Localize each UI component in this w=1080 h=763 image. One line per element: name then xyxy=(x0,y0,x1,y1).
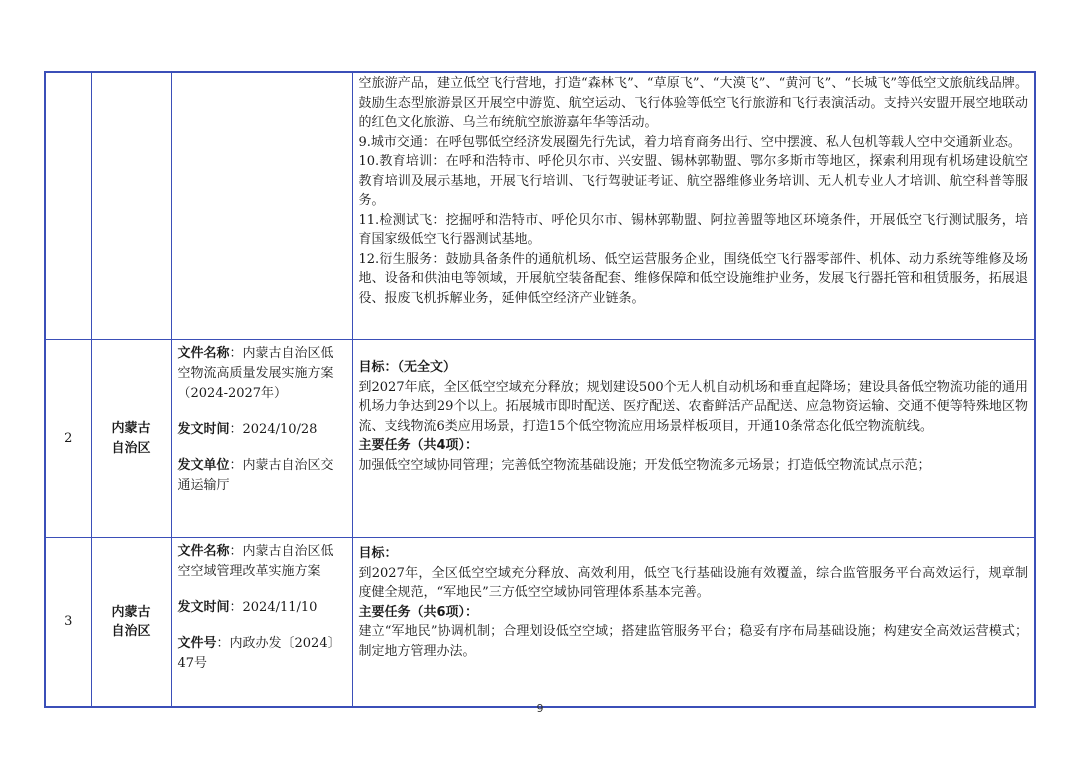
row-index: 2 xyxy=(45,340,91,538)
meta-file-name xyxy=(178,344,346,404)
meta-value: ：内蒙古自治区交通运输厅 xyxy=(177,458,334,493)
meta-label: 发文时间 xyxy=(177,600,230,615)
row-meta xyxy=(171,72,352,340)
page-number: 9 xyxy=(536,702,544,715)
task-heading: 主要任务（共4项）： xyxy=(358,438,479,453)
meta-value: ：内政办发〔2024〕47号 xyxy=(177,636,341,671)
meta-value: ：2024/10/28 xyxy=(229,422,318,437)
meta-label: 文件名称 xyxy=(177,544,230,559)
meta-issuer xyxy=(178,456,346,496)
meta-issue-date xyxy=(178,598,346,618)
meta-doc-number xyxy=(178,634,346,674)
content-paragraph: 空旅游产品，建立低空飞行营地，打造“森林飞”、“草原飞”、“大漠飞”、“黄河飞”、“长城飞”等低空文旅航线品牌。鼓励生态型旅游景区开展空中游览、航空运动、飞行体验等低空飞行旅游和飞行表演活动。支持兴安盟开展空地联动的红色文化旅游、乌兰布统航空旅游嘉年华等活动。 xyxy=(358,76,1028,130)
content-paragraph: 11.检测试飞：挖掘呼和浩特市、呼伦贝尔市、锡林郭勒盟、阿拉善盟等地区环境条件，开展低空飞行测试服务，培育国家级低空飞行器测试基地。 xyxy=(358,212,1028,247)
goal-text: 到2027年底，全区低空空域充分释放；规划建设500个无人机自动机场和垂直起降场；建设具备低空物流功能的通用机场力争达到29个以上。拓展城市即时配送、医疗配送、农畜鲜活产品配送、应急物资运输、交通不便等特殊地区物流、支线物流6类应用场景，打造15个低空物流应用场景样板项目，开通10条常态化低空物流航线。 xyxy=(358,379,1028,434)
content-paragraph: 10.教育培训：在呼和浩特市、呼伦贝尔市、兴安盟、锡林郭勒盟、鄂尔多斯市等地区，探索利用现有机场建设航空教育培训及展示基地，开展飞行培训、飞行驾驶证考证、航空器维修业务培训、无人机专业人才培训、航空科普等服务。 xyxy=(358,154,1028,208)
policy-table xyxy=(44,71,1036,708)
task-text: 建立“军地民”协调机制；合理划设低空空域；搭建监管服务平台；稳妥有序布局基础设施；构建安全高效运营模式；制定地方管理办法。 xyxy=(358,624,1028,659)
goal-heading: 目标：（无全文） xyxy=(358,360,457,375)
meta-value: ：内蒙古自治区低空物流高质量发展实施方案（2024-2027年） xyxy=(177,346,334,401)
region-label: 内蒙古自治区 xyxy=(111,604,151,639)
region-label: 内蒙古自治区 xyxy=(111,421,151,456)
task-text: 加强低空空域协同管理；完善低空物流基础设施；开发低空物流多元场景；打造低空物流试点示范； xyxy=(358,457,931,473)
meta-label: 发文单位 xyxy=(177,458,230,473)
row-content xyxy=(352,538,1035,708)
row-region xyxy=(91,72,171,340)
row-index: 3 xyxy=(45,538,91,708)
meta-issue-date xyxy=(178,420,346,440)
table-row xyxy=(45,340,1035,538)
row-content xyxy=(352,72,1035,340)
row-region xyxy=(91,538,171,708)
goal-heading: 目标： xyxy=(358,546,398,561)
row-content xyxy=(352,340,1035,538)
row-index xyxy=(45,72,91,340)
meta-label: 文件名称 xyxy=(177,346,230,361)
goal-text: 到2027年，全区低空空域充分释放、高效利用，低空飞行基础设施有效覆盖，综合监管服务平台高效运行，规章制度健全规范，“军地民”三方低空空域协同管理体系基本完善。 xyxy=(358,565,1028,600)
row-meta xyxy=(171,538,352,708)
meta-value: ：内蒙古自治区低空空域管理改革实施方案 xyxy=(177,544,334,579)
content-paragraph: 12.衍生服务：鼓励具备条件的通航机场、低空运营服务企业，围绕低空飞行器零部件、机体、动力系统等维修及场地、设备和供油电等领域，开展航空装备配套、维修保障和低空设施维护业务，发展飞行器托管和租赁服务，拓展退役、报废飞机拆解业务，延伸低空经济产业链条。 xyxy=(358,251,1028,306)
meta-label: 文件号 xyxy=(177,636,217,651)
row-meta xyxy=(171,340,352,538)
content-paragraph: 9.城市交通：在呼包鄂低空经济发展圈先行先试，着力培育商务出行、空中摆渡、私人包机等载人空中交通新业态。 xyxy=(358,134,1021,150)
table-row xyxy=(45,72,1035,340)
row-region xyxy=(91,340,171,538)
meta-value: ：2024/11/10 xyxy=(229,600,318,615)
meta-label: 发文时间 xyxy=(177,422,230,437)
task-heading: 主要任务（共6项）： xyxy=(358,604,479,620)
meta-file-name xyxy=(178,542,346,582)
table-row xyxy=(45,538,1035,708)
